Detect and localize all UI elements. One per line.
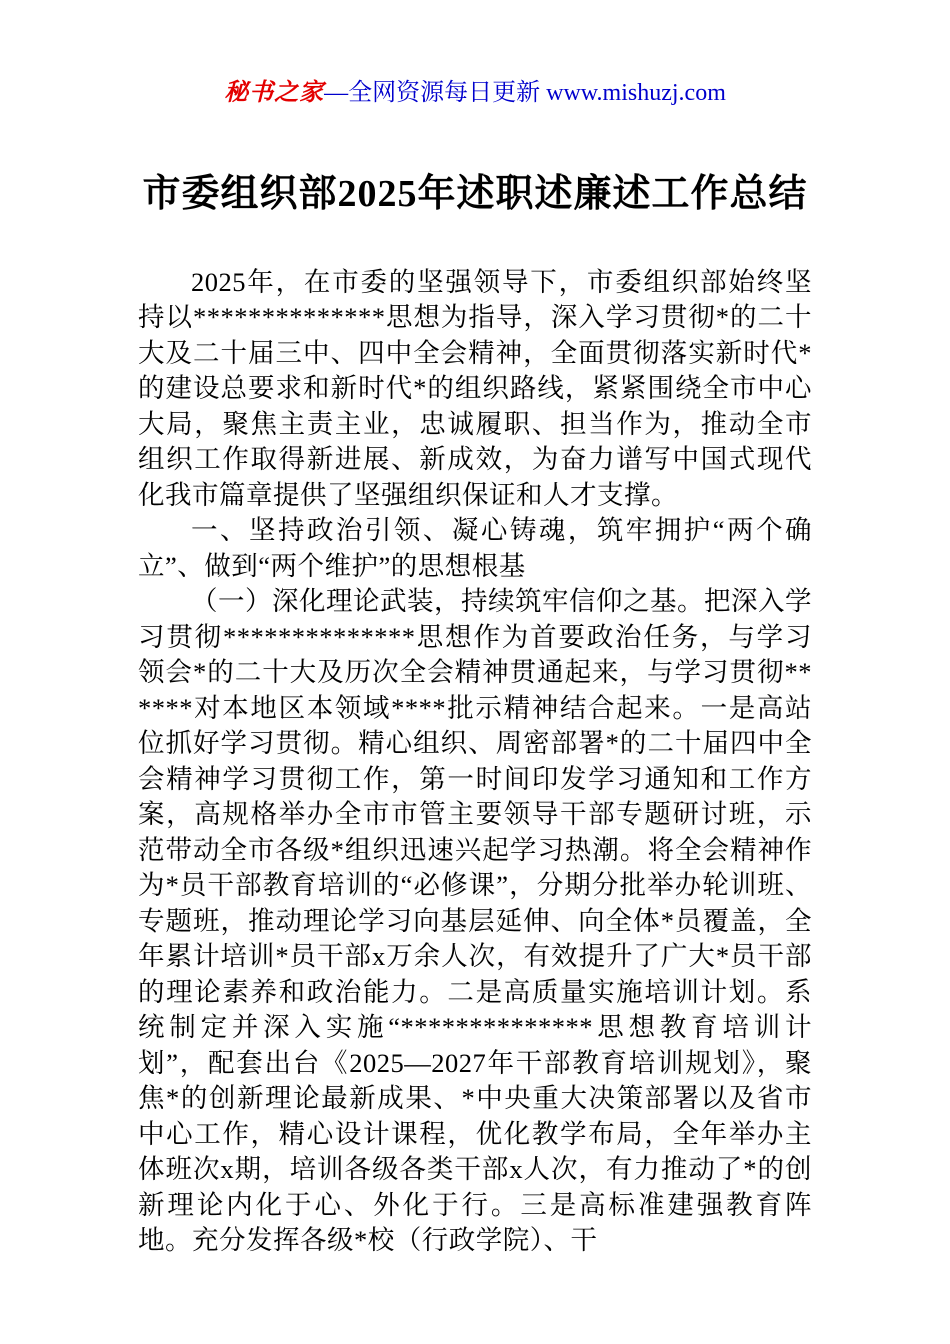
site-tagline: —全网资源每日更新 (324, 80, 547, 106)
document-title: 市委组织部2025年述职述廉述工作总结 (142, 173, 808, 216)
site-header (0, 0, 950, 109)
paragraph-intro: 2025年，在市委的坚强领导下，市委组织部始终坚持以**************思想为指导，深入学习贯彻*的二十大及二十届三中、四中全会精神，全面贯彻落实新时代*的建设总要求和新时代*的组织路线，紧紧围绕全市中心大局，聚焦主责主业，忠诚履职、担当作为，推动全市组织工作取得新进展、新成效，为奋力谱写中国式现代化我市篇章提供了坚强组织保证和人才支撑。 (138, 266, 812, 510)
paragraph-section-one-content: （一）深化理论武装，持续筑牢信仰之基。把深入学习贯彻**************思想作为首要政治任务，与学习领会*的二十大及历次全会精神贯通起来，与学习贯彻******对本地区本领域****批示精神结合起来。一是高站位抓好学习贯彻。精心组织、周密部署*的二十届四中全会精神学习贯彻工作，第一时间印发学习通知和工作方案，高规格举办全市市管主要领导干部专题研讨班，示范带动全市各级*组织迅速兴起学习热潮。将全会精神作为*员干部教育培训的“必修课”，分期分批举办轮训班、专题班，推动理论学习向基层延伸、向全体*员覆盖，全年累计培训*员干部x万余人次，有效提升了广大*员干部的理论素养和政治能力。二是高质量实施培训计划。系统制定并深入实施“**************思想教育培训计划”，配套出台《2025—2027年干部教育培训规划》，聚焦*的创新理论最新成果、*中央重大决策部署以及省市中心工作，精心设计课程，优化教学布局，全年举办主体班次x期，培训各级各类干部x人次，有力推动了*的创新理论内化于心、外化于行。三是高标准建强教育阵地。充分发挥各级*校（行政学院）、干 (138, 586, 812, 1256)
paragraph-section-one-heading: 一、坚持政治引领、凝心铸魂，筑牢拥护“两个确立”、做到“两个维护”的思想根基 (138, 515, 812, 581)
site-brand: 秘书之家 (224, 80, 325, 106)
document-body (138, 265, 812, 1259)
site-url-link[interactable]: www.mishuzj.com (546, 80, 726, 106)
